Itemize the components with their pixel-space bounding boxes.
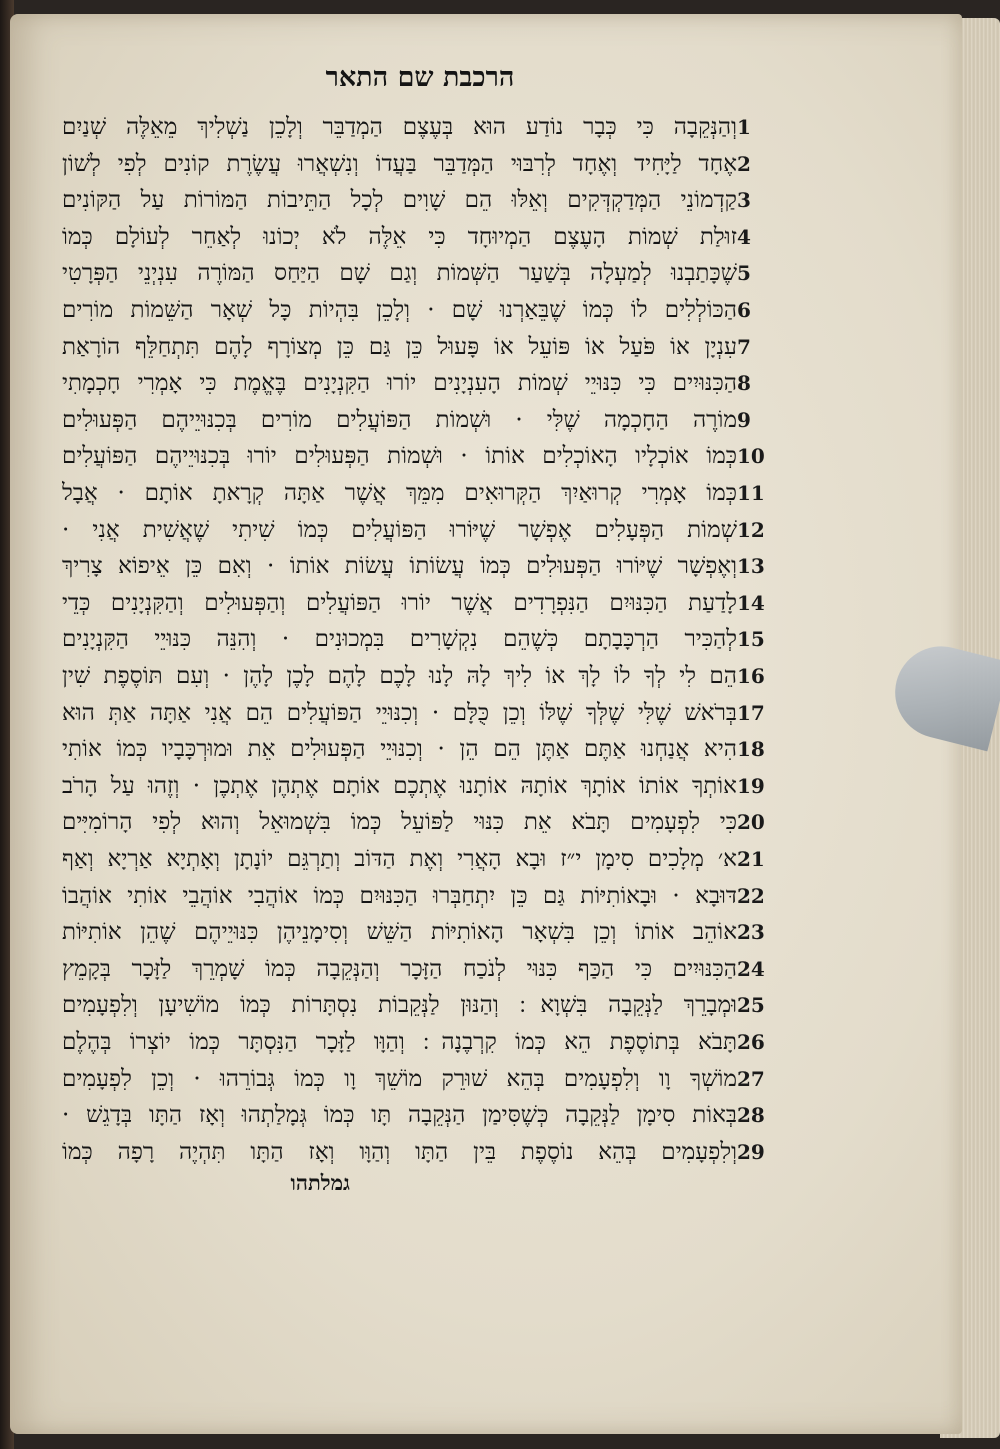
line-text: הַכּוֹלְלִים לוֹ כְּמוֹ שֶׁבֵּאַרְנוּ שָׁם · וְלָכֵן בִּהְיוֹת כָּל שְׁאָר הַשֵּׁמוֹת מוֹרִים bbox=[62, 297, 737, 323]
line-number: 2 bbox=[737, 151, 751, 176]
line-number: 10 bbox=[737, 444, 765, 469]
line-text: אוֹהֵב אוֹתוֹ וְכֵן בִּשְׁאָר הָאוֹתִיּוֹת הַשֵּׁשׁ וְסִימָנֵיהֶן כִּנּוּיֵיהֶם שֶׁהֵן אוֹתִיּוֹת bbox=[62, 919, 737, 946]
line-text: תָּבֹא בְּתוֹסֶפֶת הֵא כְּמוֹ קִרְבֶנָה ׃ וְהַוָּו לַזָּכָר הַנִּסְתָּר כְּמוֹ יוֹצְרוֹ בְּהֶלֶם bbox=[62, 1029, 737, 1055]
text-line bbox=[0, 403, 1000, 439]
text-line bbox=[0, 147, 1000, 183]
line-number: 17 bbox=[737, 700, 765, 725]
text-line bbox=[0, 220, 1000, 256]
line-number: 3 bbox=[737, 188, 751, 213]
line-text: בְּאוֹת סִימָן לַנְּקֵבָה כְּשֶׁסִּימַן הַנְּקֵבָה תָּו כְּמוֹ גְּמָלַתְהוּ וְאָז הַתָּו בְּדָגֵשׁ · bbox=[62, 1102, 737, 1129]
line-number: 18 bbox=[737, 737, 765, 762]
line-number: 26 bbox=[737, 1030, 765, 1054]
running-head: הרכבת שם התאר bbox=[325, 62, 515, 93]
line-text: דּוּבָא · וּבָאוֹתִיּוֹת גַּם כֵּן יִתְחַבְּרוּ הַכִּנּוּיִם כְּמוֹ אוֹהֲבִי אוֹהֲבֵי אוֹתִי אוֹהֲבוֹ bbox=[62, 882, 737, 909]
line-text: כִּי לִפְעָמִים תָּבֹא אֵת כִּנּוּי לַפּוֹעֵל כְּמוֹ בִּשְׁמוּאֵל וְהוּא לְפִי הָרוֹמִיִּים bbox=[62, 809, 737, 836]
text-line bbox=[0, 769, 1000, 805]
text-line bbox=[0, 1025, 1000, 1061]
line-text: בְּרֹאשׁ שֶׁלִּי שֶׁלְּךָ שֶׁלּוֹ וְכֵן כֻּלָּם · וְכִנּוּיֵי הַפּוֹעֲלִים הֵם אֲנִי אַתָּה אַתְּ הוּא bbox=[62, 699, 737, 726]
line-number: 1 bbox=[737, 115, 751, 139]
text-line bbox=[0, 952, 1000, 988]
text-line bbox=[0, 1062, 1000, 1098]
text-line bbox=[0, 696, 1000, 732]
line-text: הַכִּנּוּיִים כִּי הַכַּף כִּנּוּי לְנֹכַח הַזָּכָר וְהַנְּקֵבָה כְּמוֹ שָׁמְרֵךְ לַזָּכָר בְּקָמֵץ bbox=[62, 955, 737, 982]
line-number: 5 bbox=[737, 261, 751, 286]
line-number: 14 bbox=[737, 590, 765, 615]
text-line bbox=[0, 366, 1000, 402]
text-line bbox=[0, 549, 1000, 585]
line-text: לָדַעַת הַכִּנּוּיִם הַנִּפְרָדִים אֲשֶׁר יוֹרוּ הַפּוֹעֲלִים וְהַפְּעוּלִים וְהַקִּנְיָנִים כְּדֵי bbox=[62, 589, 737, 616]
text-line bbox=[0, 476, 1000, 512]
line-number: 4 bbox=[737, 224, 751, 249]
text-line bbox=[0, 110, 1000, 146]
catchword: גמלתהו bbox=[290, 1170, 350, 1195]
line-number: 29 bbox=[737, 1139, 765, 1164]
line-text: שְׁמוֹת הַפְּעָלִים אֶפְשָׁר שֶׁיּוֹרוּ הַפּוֹעֲלִים כְּמוֹ שִׁיתִי שֶׁאֲשִׁית אֲנִי · bbox=[62, 516, 737, 543]
line-text: קַדְמוֹנֵי הַמְּדַקְדְּקִים וְאֵלּוּ הֵם שָׁוִים לְכָל הַתֵּיבוֹת הַמּוֹרוֹת עַל הַקּוֹנִים bbox=[62, 187, 737, 214]
text-line bbox=[0, 586, 1000, 622]
text-line bbox=[0, 659, 1000, 695]
line-text: עִנְיָן אוֹ פֹּעַל אוֹ פּוֹעֵל אוֹ פָּעוּל כֵּן גַּם כֵּן מְצוֹרָף לָהֶם תִּתְחַלֵּף הוֹרָאַת bbox=[62, 333, 737, 360]
text-line bbox=[0, 732, 1000, 768]
line-number: 22 bbox=[737, 883, 765, 908]
line-number: 9 bbox=[737, 407, 751, 432]
line-number: 24 bbox=[737, 956, 765, 981]
line-text: מוֹרֶה הַחָכְמָה שֶׁלִּי · וּשְׁמוֹת הַפּוֹעֲלִים מוֹרִים בְּכִנּוּיֵיהֶם הַפְּעוּלִים bbox=[62, 406, 737, 433]
line-text: כְּמוֹ אוֹכְלָיו הָאוֹכְלִים אוֹתוֹ · וּשְׁמוֹת הַפְּעוּלִים יוֹרוּ בְּכִנּוּיֵיהֶם הַפּוֹעֲלִים bbox=[62, 443, 737, 470]
line-number: 12 bbox=[737, 517, 765, 542]
text-line bbox=[0, 293, 1000, 329]
line-number: 15 bbox=[737, 627, 765, 652]
line-number: 27 bbox=[737, 1066, 765, 1091]
line-text: הִיא אֲנַחְנוּ אַתֶּם אַתֶּן הֵם הֵן · וְכִנּוּיֵי הַפְּעוּלִים אֵת וּמוּרְכָּבָיו כְּמוֹ אוֹתִי bbox=[62, 736, 737, 763]
text-line bbox=[0, 879, 1000, 915]
line-text: וְהַנְּקֵבָה כִּי כְּבָר נוֹדַע הוּא בְּעֶצֶם הַמְדַבֵּר וְלָכֵן נַשְׁלִיךְ מֵאֵלֶּה שְׁנַיִם bbox=[62, 114, 737, 140]
text-line bbox=[0, 1135, 1000, 1171]
line-text: וּמְבָרֵךְ לַנְּקֵבָה בִּשְׁוָא ׃ וְהַנּוּן לַנְּקֵבוֹת נִסְתָּרוֹת כְּמוֹ מוֹשִׁיעָן וְלִפְעָמִים bbox=[62, 992, 737, 1019]
line-number: 8 bbox=[737, 371, 751, 396]
line-text: אוֹתְךָ אוֹתוֹ אוֹתָךְ אוֹתָהּ אוֹתָנוּ אֶתְכֶם אוֹתָם אֶתְהֶן אֶתְכֶן · וְזֶהוּ עַל הָרֹב bbox=[62, 772, 737, 799]
line-text: זוּלַת שְׁמוֹת הָעֶצֶם הַמְיוּחָד כִּי אֵלֶּה לֹא יְכוֹנוּ לְאַחֵר לְעוֹלָם כְּמוֹ bbox=[62, 223, 737, 250]
line-text: שֶׁכָּתַבְנוּ לְמַעְלָה בְּשַׁעַר הַשְּׁמוֹת וְגַם שָׁם הַיַּחַס הַמּוֹרֶה עִנְיְנֵי הַפְּרָטִי bbox=[62, 260, 737, 287]
line-number: 13 bbox=[737, 554, 765, 579]
line-text: א׳ מְלָכִים סִימָן י״ז וּבָא הָאֲרִי וְאֶת הַדּוֹב וְתַרְגֵּם יוֹנָתָן וְאָתְיָא אַרְיָא וְאַף bbox=[62, 846, 737, 872]
text-line bbox=[0, 915, 1000, 951]
line-number: 23 bbox=[737, 920, 765, 945]
line-number: 7 bbox=[737, 334, 751, 359]
line-text: הַכִּנּוּיִים כִּי כִּנּוּיֵי שְׁמוֹת הָעִנְיָנִים יוֹרוּ הַקִּנְיָנִים בֶּאֱמֶת כִּי אָמְרִי חָכְמָתִי bbox=[62, 370, 737, 397]
line-number: 16 bbox=[737, 664, 765, 688]
line-text: וְלִפְעָמִים בְּהֵא נוֹסֶפֶת בֵּין הַתָּו וְהַוָּו וְאָז הַתָּו תִּהְיֶה רָפָה כְּמוֹ bbox=[62, 1138, 737, 1165]
line-number: 20 bbox=[737, 810, 765, 835]
text-line bbox=[0, 988, 1000, 1024]
line-number: 11 bbox=[737, 481, 765, 505]
text-line bbox=[0, 513, 1000, 549]
line-number: 19 bbox=[737, 773, 765, 798]
line-text: כְּמוֹ אָמְרִי קְרוּאַיִךְ הַקְּרוּאִים מִמֵּךְ אֲשֶׁר אַתָּה קְרָאתָ אוֹתָם · אֲבָל bbox=[62, 480, 737, 506]
text-line bbox=[0, 330, 1000, 366]
line-text: הֵם לִי לְךָ לוֹ לָךְ אוֹ לִיךְ לָהּ לָנוּ לָכֶם לָהֶם לָכֶן לָהֶן · וְעִם תּוֹסֶפֶת שִׁין bbox=[62, 663, 737, 689]
text-line bbox=[0, 183, 1000, 219]
text-line bbox=[0, 842, 1000, 878]
text-line bbox=[0, 439, 1000, 475]
line-text: מוֹשְׁךָ וָו וְלִפְעָמִים בְּהֵא שׁוּרֵק מוֹשֵׁךְ וָו כְּמוֹ גְּבוֹרֵהוּ · וְכֵן לִפְעָמִים bbox=[62, 1065, 737, 1092]
line-text: אֶחָד לַיָּחִיד וְאֶחָד לְרִבּוּי הַמְּדַבֵּר בַּעֲדוֹ וְנִשְׁאֲרוּ עֲשֶׂרֶת קוֹנִים לְפִי לְשׁוֹן bbox=[62, 150, 737, 177]
text-line bbox=[0, 622, 1000, 658]
text-line bbox=[0, 805, 1000, 841]
line-number: 21 bbox=[737, 847, 765, 871]
line-text: לְהַכִּיר הַרְכָּבָתָם כְּשֶׁהֵם נִקְשָׁרִים בִּמְכוּנִים · וְהִנֵּה כִּנּוּיֵי הַקִּנְיָנִים bbox=[62, 626, 737, 653]
line-number: 25 bbox=[737, 993, 765, 1018]
text-line bbox=[0, 1098, 1000, 1134]
line-number: 6 bbox=[737, 298, 751, 322]
text-line bbox=[0, 256, 1000, 292]
line-number: 28 bbox=[737, 1103, 765, 1128]
line-text: וְאֶפְשָׁר שֶׁיּוֹרוּ הַפְּעוּלִים כְּמוֹ עֲשׂוֹתוֹ עֲשׂוֹת אוֹתוֹ · וְאִם כֵּן אֵיפוֹא צָרִיךְ bbox=[62, 553, 737, 580]
